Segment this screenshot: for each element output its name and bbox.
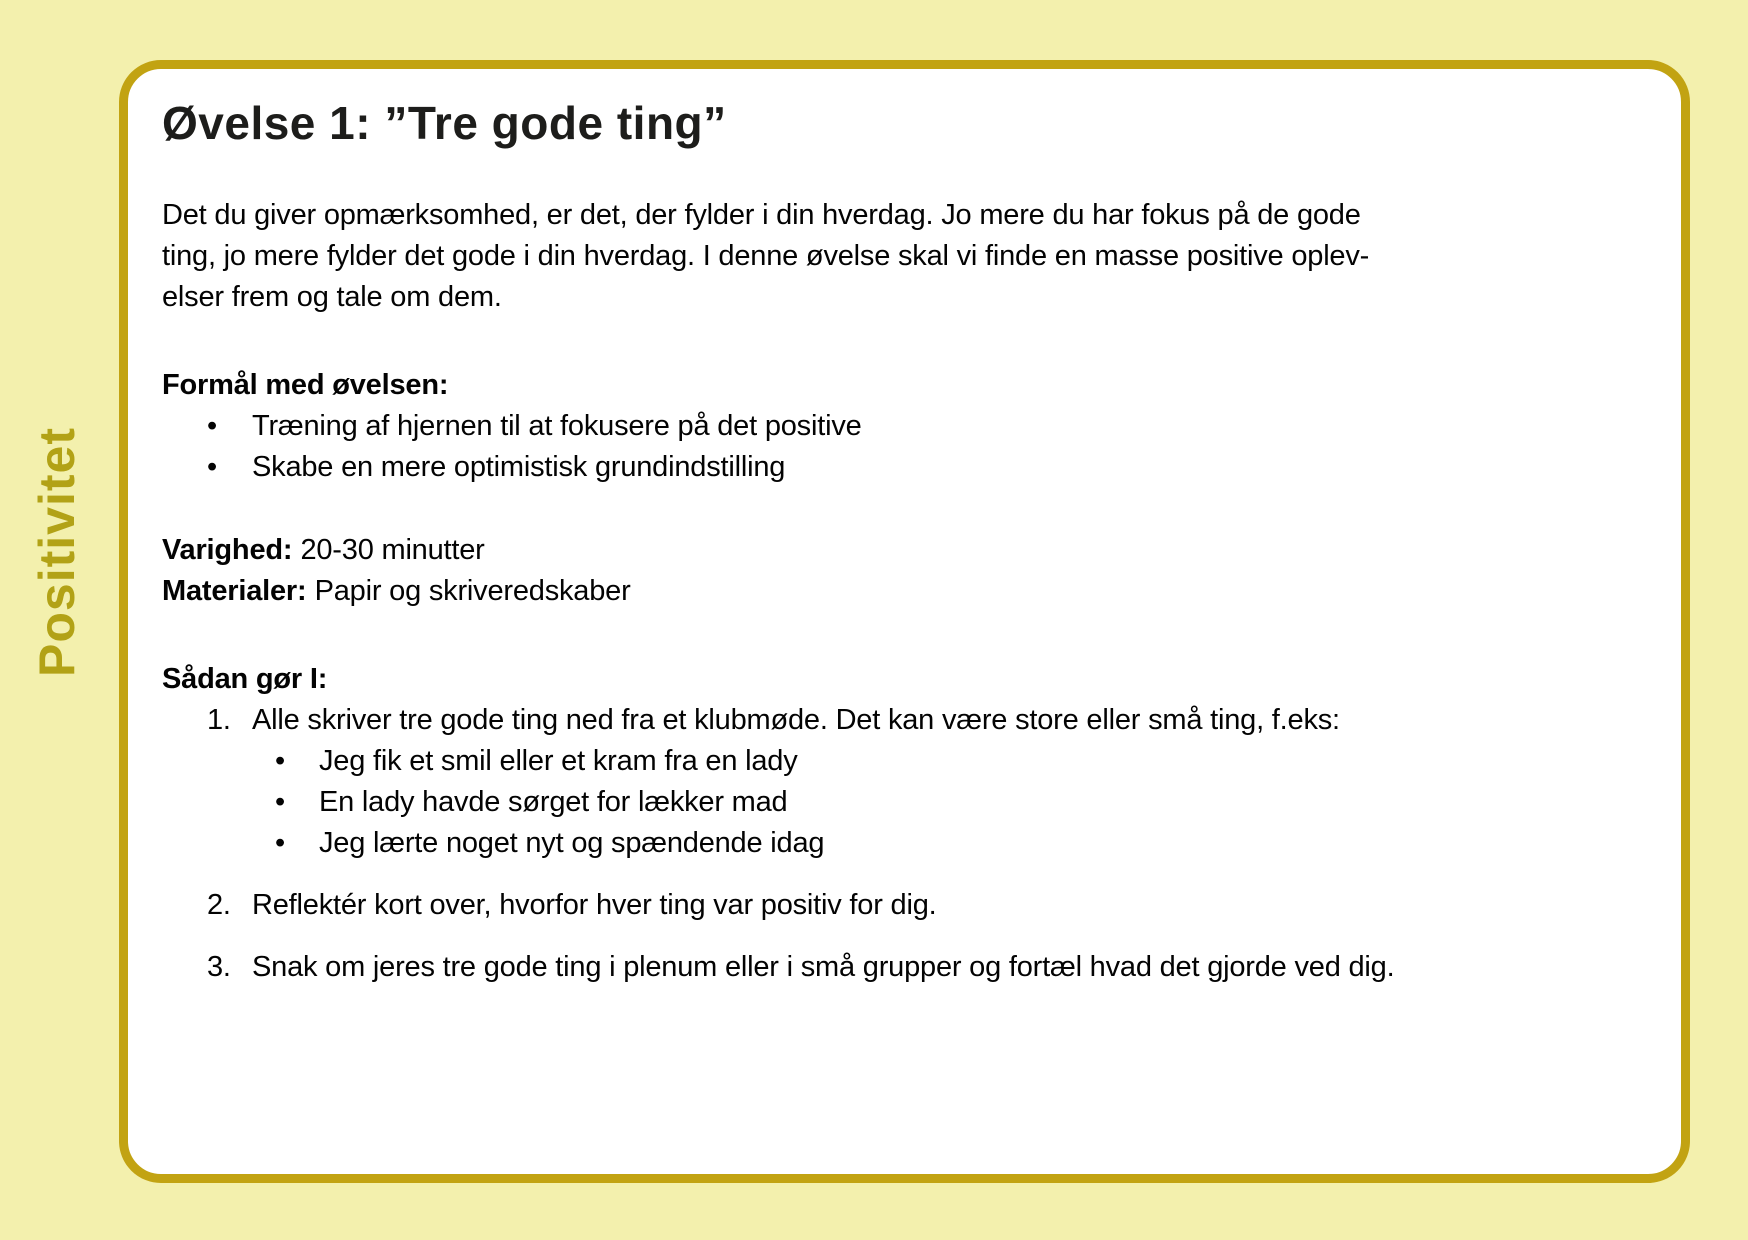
purpose-bullet-text: Skabe en mere optimistisk grundindstilling (252, 450, 786, 483)
purpose-heading: Formål med øvelsen: (162, 368, 449, 401)
materials-line (162, 571, 1625, 612)
exercise-card (119, 60, 1690, 1183)
bullet-icon: • (207, 450, 217, 483)
vertical-title: Positivitet (29, 427, 85, 677)
meta-block (162, 530, 1625, 612)
materials-value: Papir og skriveredskaber (314, 574, 631, 607)
intro-line: elser frem og tale om dem. (162, 280, 502, 313)
step-1-sub-bullet (162, 823, 1625, 864)
step-1-sub-bullet (162, 782, 1625, 823)
step-text: Reflektér kort over, hvorfor hver ting var positiv for dig. (252, 888, 937, 921)
card-content (128, 69, 1681, 1174)
bullet-icon: • (207, 409, 217, 442)
duration-line (162, 530, 1625, 571)
step-number: 2. (207, 888, 231, 921)
instructions-heading: Sådan gør I: (162, 662, 328, 695)
step-text: Snak om jeres tre gode ting i plenum eller i små grupper og fortæl hvad det gjorde ved dig. (252, 950, 1395, 983)
sub-bullet-text: En lady havde sørget for lækker mad (319, 785, 788, 818)
purpose-bullet-item (162, 406, 1625, 447)
duration-value: 20-30 minutter (300, 533, 485, 566)
step-text: Alle skriver tre gode ting ned fra et klubmøde. Det kan være store eller små ting, f.eks: (252, 703, 1340, 736)
bullet-icon: • (275, 744, 285, 777)
instruction-step-1 (162, 700, 1625, 741)
intro-line: ting, jo mere fylder det gode i din hverdag. I denne øvelse skal vi finde en masse positive oplev- (162, 239, 1370, 272)
step-number: 1. (207, 703, 231, 736)
intro-line: Det du giver opmærksomhed, er det, der fylder i din hverdag. Jo mere du har fokus på de gode (162, 198, 1361, 231)
bullet-icon: • (275, 826, 285, 859)
instruction-step-3 (162, 947, 1625, 988)
step-1-sub-bullet (162, 741, 1625, 782)
purpose-bullet-text: Træning af hjernen til at fokusere på det positive (252, 409, 862, 442)
step-number: 3. (207, 950, 231, 983)
materials-label: Materialer: (162, 574, 307, 607)
intro-paragraph (162, 195, 1625, 318)
purpose-bullet-item (162, 447, 1625, 488)
instruction-step-2 (162, 885, 1625, 926)
page-title: Øvelse 1: ”Tre gode ting” (162, 97, 727, 149)
bullet-icon: • (275, 785, 285, 818)
sub-bullet-text: Jeg lærte noget nyt og spændende idag (319, 826, 825, 859)
duration-label: Varighed: (162, 533, 293, 566)
sub-bullet-text: Jeg fik et smil eller et kram fra en lady (319, 744, 798, 777)
